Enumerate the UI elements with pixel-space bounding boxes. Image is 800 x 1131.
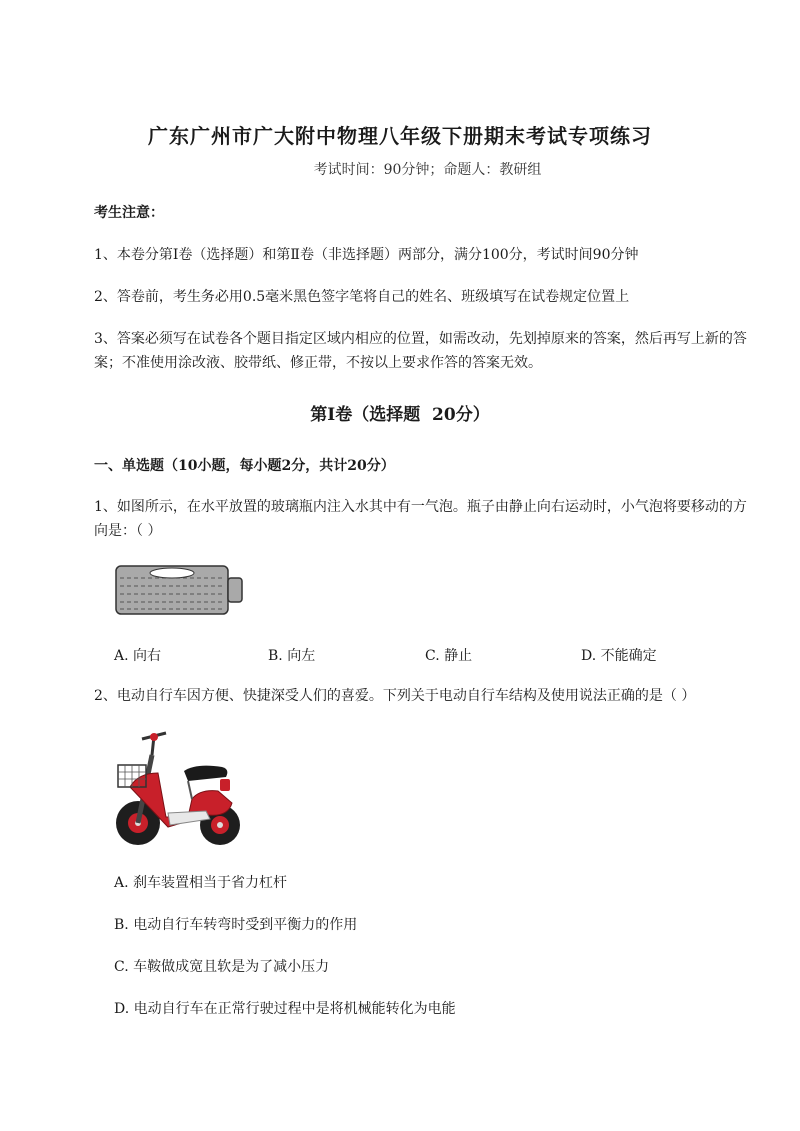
notice-heading: 考生注意： [94, 205, 164, 221]
question-2-text: 2、电动自行车因方便、快捷深受人们的喜爱。下列关于电动自行车结构及使用说法正确的是（ ） [94, 688, 696, 704]
notice-item-3: 3、答案必须写在试卷各个题目指定区域内相应的位置，如需改动，先划掉原来的答案，然后再写上新的答案；不准使用涂改液、胶带纸、修正带，不按以上要求作答的答案无效。 [94, 331, 747, 371]
q1-option-b[interactable]: B. 向左 [268, 648, 316, 664]
q1-option-a[interactable]: A. 向右 [114, 648, 162, 664]
q1-option-d[interactable]: D. 不能确定 [581, 648, 657, 664]
part-heading: 一、单选题（10小题，每小题2分，共计20分） [94, 458, 395, 474]
q1-option-c[interactable]: C. 静止 [425, 648, 473, 664]
water-bottle-figure [114, 564, 246, 616]
page-title: 广东广州市广大附中物理八年级下册期末考试专项练习 [148, 124, 652, 148]
air-bubble [150, 568, 194, 578]
q2-option-a[interactable]: A. 刹车装置相当于省力杠杆 [114, 875, 288, 891]
electric-scooter-figure [108, 725, 248, 849]
page-subtitle: 考试时间：90分钟；命题人：教研组 [313, 162, 542, 178]
notice-item-1: 1、本卷分第I卷（选择题）和第Ⅱ卷（非选择题）两部分，满分100分，考试时间90分钟 [94, 247, 639, 263]
q2-option-c[interactable]: C. 车鞍做成宽且软是为了减小压力 [114, 959, 330, 975]
question-1-text: 1、如图所示，在水平放置的玻璃瓶内注入水其中有一气泡。瓶子由静止向右运动时，小气泡将要移动的方向是：（ ） [94, 499, 747, 539]
q2-option-d[interactable]: D. 电动自行车在正常行驶过程中是将机械能转化为电能 [114, 1001, 456, 1017]
q2-option-b[interactable]: B. 电动自行车转弯时受到平衡力的作用 [114, 917, 358, 933]
seat [184, 766, 227, 781]
bottle-neck [228, 578, 242, 602]
question-1-options [0, 645, 800, 667]
section-title: 第I卷（选择题 20分） [310, 405, 490, 425]
notice-item-2: 2、答卷前，考生务必用0.5毫米黑色签字笔将自己的姓名、班级填写在试卷规定位置上 [94, 289, 630, 305]
